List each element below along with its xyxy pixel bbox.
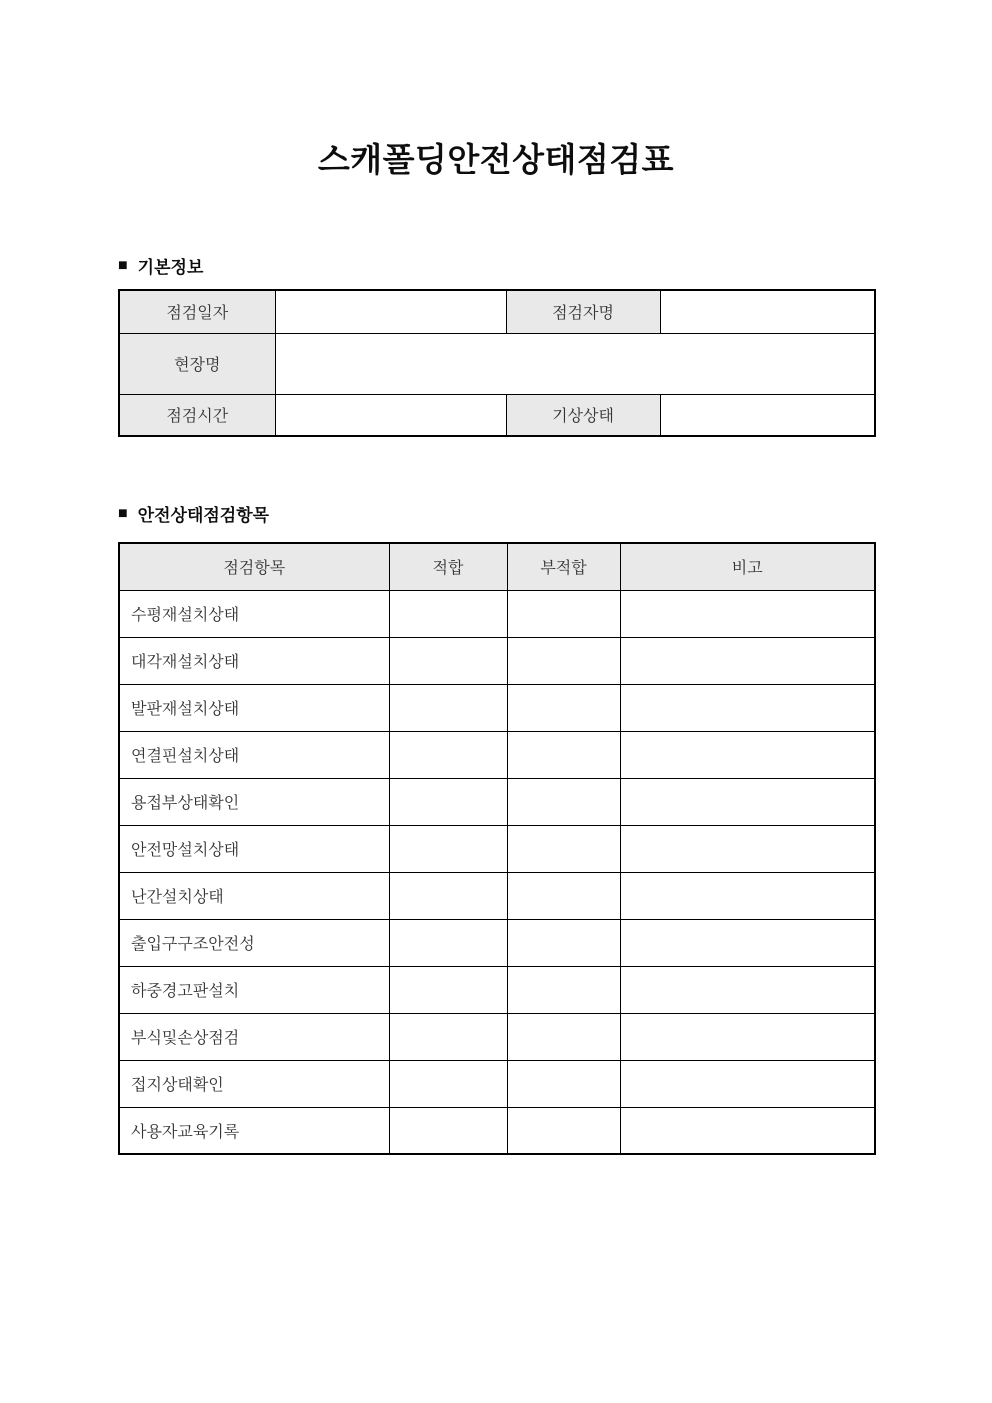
fail-cell[interactable] [507, 872, 620, 919]
checklist-row [119, 1013, 875, 1060]
checklist-row [119, 778, 875, 825]
remarks-cell[interactable] [620, 684, 875, 731]
checklist-item-label: 대각재설치상태 [119, 637, 389, 684]
basic-info-row-3 [119, 394, 875, 436]
pass-cell[interactable] [389, 919, 507, 966]
checklist-item-label: 출입구구조안전성 [119, 919, 389, 966]
section-heading-checklist [118, 501, 269, 526]
checklist-row [119, 825, 875, 872]
pass-cell[interactable] [389, 684, 507, 731]
pass-cell[interactable] [389, 731, 507, 778]
fail-cell[interactable] [507, 966, 620, 1013]
pass-cell[interactable] [389, 590, 507, 637]
checklist-item-label: 접지상태확인 [119, 1060, 389, 1107]
checklist-item-label: 연결핀설치상태 [119, 731, 389, 778]
site-name-field[interactable] [275, 333, 875, 394]
square-bullet-icon: ■ [118, 504, 128, 522]
inspector-name-field[interactable] [660, 290, 875, 333]
pass-cell[interactable] [389, 637, 507, 684]
basic-info-row-2 [119, 333, 875, 394]
checklist-item-label: 용접부상태확인 [119, 778, 389, 825]
remarks-cell[interactable] [620, 731, 875, 778]
remarks-cell[interactable] [620, 966, 875, 1013]
checklist-row [119, 731, 875, 778]
weather-field[interactable] [660, 394, 875, 436]
pass-cell[interactable] [389, 778, 507, 825]
checklist-row [119, 872, 875, 919]
inspection-date-label: 점검일자 [119, 290, 275, 333]
fail-cell[interactable] [507, 778, 620, 825]
col-header-inspection-item: 점검항목 [119, 543, 389, 590]
remarks-cell[interactable] [620, 825, 875, 872]
remarks-cell[interactable] [620, 1060, 875, 1107]
pass-cell[interactable] [389, 1060, 507, 1107]
checklist-row [119, 1060, 875, 1107]
inspection-date-field[interactable] [275, 290, 506, 333]
col-header-pass: 적합 [389, 543, 507, 590]
weather-label: 기상상태 [506, 394, 660, 436]
remarks-cell[interactable] [620, 1013, 875, 1060]
fail-cell[interactable] [507, 684, 620, 731]
section-title-basic-info: 기본정보 [137, 258, 204, 277]
fail-cell[interactable] [507, 731, 620, 778]
checklist-table [118, 542, 876, 1155]
pass-cell[interactable] [389, 1013, 507, 1060]
checklist-item-label: 안전망설치상태 [119, 825, 389, 872]
checklist-item-label: 부식및손상점검 [119, 1013, 389, 1060]
remarks-cell[interactable] [620, 919, 875, 966]
site-name-label: 현장명 [119, 333, 275, 394]
pass-cell[interactable] [389, 966, 507, 1013]
checklist-item-label: 수평재설치상태 [119, 590, 389, 637]
fail-cell[interactable] [507, 637, 620, 684]
square-bullet-icon: ■ [118, 256, 128, 274]
checklist-row [119, 637, 875, 684]
col-header-fail: 부적합 [507, 543, 620, 590]
fail-cell[interactable] [507, 825, 620, 872]
remarks-cell[interactable] [620, 637, 875, 684]
col-header-remarks: 비고 [620, 543, 875, 590]
section-title-checklist: 안전상태점검항목 [137, 506, 270, 525]
page-title: 스캐폴딩안전상태점검표 [317, 141, 675, 178]
inspection-time-label: 점검시간 [119, 394, 275, 436]
remarks-cell[interactable] [620, 590, 875, 637]
inspector-name-label: 점검자명 [506, 290, 660, 333]
pass-cell[interactable] [389, 825, 507, 872]
checklist-row [119, 919, 875, 966]
pass-cell[interactable] [389, 872, 507, 919]
fail-cell[interactable] [507, 1013, 620, 1060]
checklist-item-label: 사용자교육기록 [119, 1107, 389, 1154]
basic-info-table [118, 289, 876, 437]
fail-cell[interactable] [507, 590, 620, 637]
fail-cell[interactable] [507, 1107, 620, 1154]
checklist-row [119, 590, 875, 637]
section-heading-basic-info [118, 253, 203, 278]
remarks-cell[interactable] [620, 778, 875, 825]
checklist-row [119, 1107, 875, 1154]
checklist-item-label: 발판재설치상태 [119, 684, 389, 731]
remarks-cell[interactable] [620, 872, 875, 919]
checklist-body [119, 590, 875, 1154]
basic-info-row-1 [119, 290, 875, 333]
checklist-row [119, 684, 875, 731]
fail-cell[interactable] [507, 1060, 620, 1107]
checklist-item-label: 난간설치상태 [119, 872, 389, 919]
inspection-time-field[interactable] [275, 394, 506, 436]
checklist-header-row [119, 543, 875, 590]
fail-cell[interactable] [507, 919, 620, 966]
checklist-item-label: 하중경고판설치 [119, 966, 389, 1013]
remarks-cell[interactable] [620, 1107, 875, 1154]
checklist-row [119, 966, 875, 1013]
pass-cell[interactable] [389, 1107, 507, 1154]
